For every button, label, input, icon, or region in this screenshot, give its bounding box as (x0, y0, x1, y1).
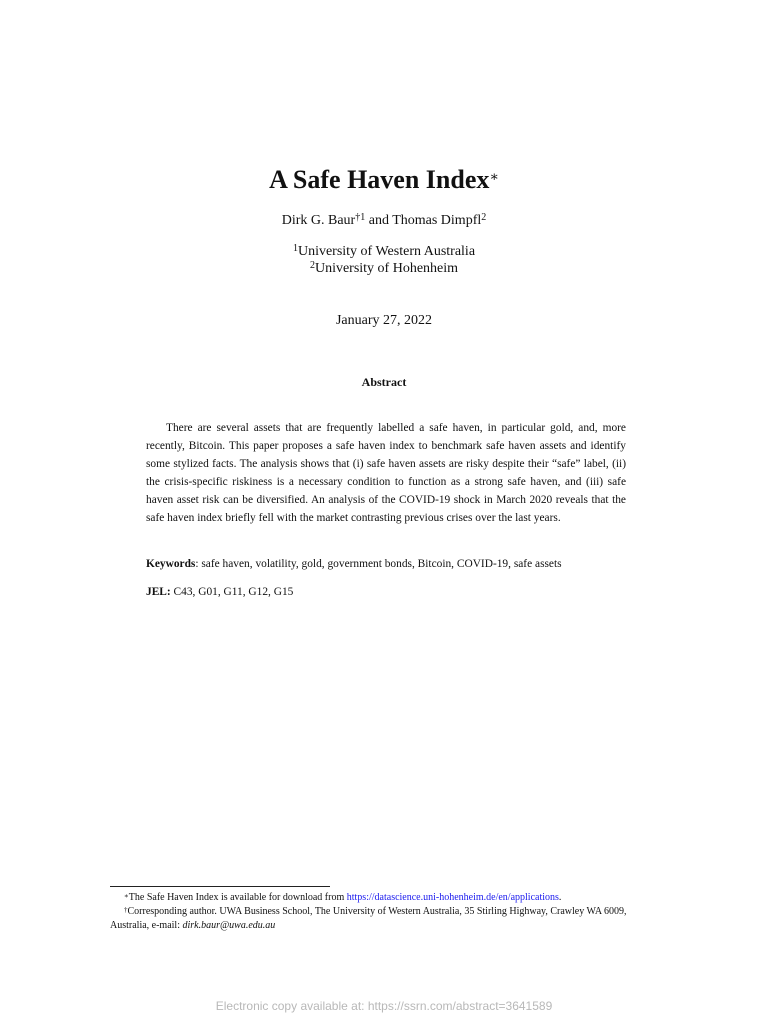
keywords-text: : safe haven, volatility, gold, government bonds, Bitcoin, COVID-19, safe assets (195, 558, 562, 570)
paper-title (0, 164, 768, 196)
author-line (0, 212, 768, 230)
affiliation-1-marker: 1 (292, 243, 298, 254)
author-1-name: Dirk G. Baur (281, 213, 356, 228)
affiliation-1 (0, 243, 768, 261)
abstract-heading: Abstract (361, 375, 407, 389)
footnote-1-marker: ∗ (124, 892, 129, 900)
footnote-2-marker: † (124, 906, 128, 914)
jel-label: JEL: (146, 586, 171, 598)
footnote-1 (110, 891, 662, 905)
jel-codes: C43, G01, G11, G12, G15 (170, 586, 294, 598)
affiliation-2-marker: 2 (309, 260, 315, 271)
affiliation-1-name: University of Western Australia (297, 244, 476, 259)
ssrn-notice: Electronic copy available at: https://ssrn.com/abstract=3641589 (215, 999, 553, 1013)
author-2-name: Thomas Dimpfl (392, 213, 482, 228)
affiliation-2-name: University of Hohenheim (314, 261, 459, 276)
author-connector: and (365, 213, 393, 228)
paper-title-text: A Safe Haven Index (269, 165, 490, 194)
jel-line (146, 584, 626, 600)
footnote-2 (110, 905, 662, 933)
footnote-1-text: The Safe Haven Index is available for download from (128, 892, 347, 903)
paper-date: January 27, 2022 (335, 313, 433, 328)
title-footnote-marker: ∗ (489, 170, 499, 185)
author-1-marks: †1 (355, 212, 366, 223)
affiliation-2 (0, 260, 768, 278)
keywords-line (146, 556, 626, 572)
footnote-divider (110, 886, 330, 887)
download-link[interactable]: https://datascience.uni-hohenheim.de/en/applications (346, 892, 559, 903)
author-2-marks: 2 (481, 212, 487, 223)
abstract-body: There are several assets that are frequently labelled a safe haven, in particular gold, and, more recently, Bitcoin. This paper proposes a safe haven index to benchmark safe haven assets and identify some stylized facts. The analysis shows that (i) safe haven assets are risky despite their “safe” label, (ii) the crisis-specific riskiness is a necessary condition to function as a strong safe haven, and (iii) safe haven asset risk can be diversified. An analysis of the COVID-19 shock in March 2020 reveals that the safe haven index briefly fell with the market contrasting previous crises over the last years. (146, 422, 626, 524)
footnote-2-text: Corresponding author. UWA Business School, The University of Western Australia, 35 Stirling Highway, Crawley WA 6009, Australia, e-mail: (110, 906, 627, 931)
footnote-1-end: . (558, 892, 562, 903)
author-email: dirk.baur@uwa.edu.au (182, 920, 276, 931)
keywords-label: Keywords (146, 558, 196, 570)
